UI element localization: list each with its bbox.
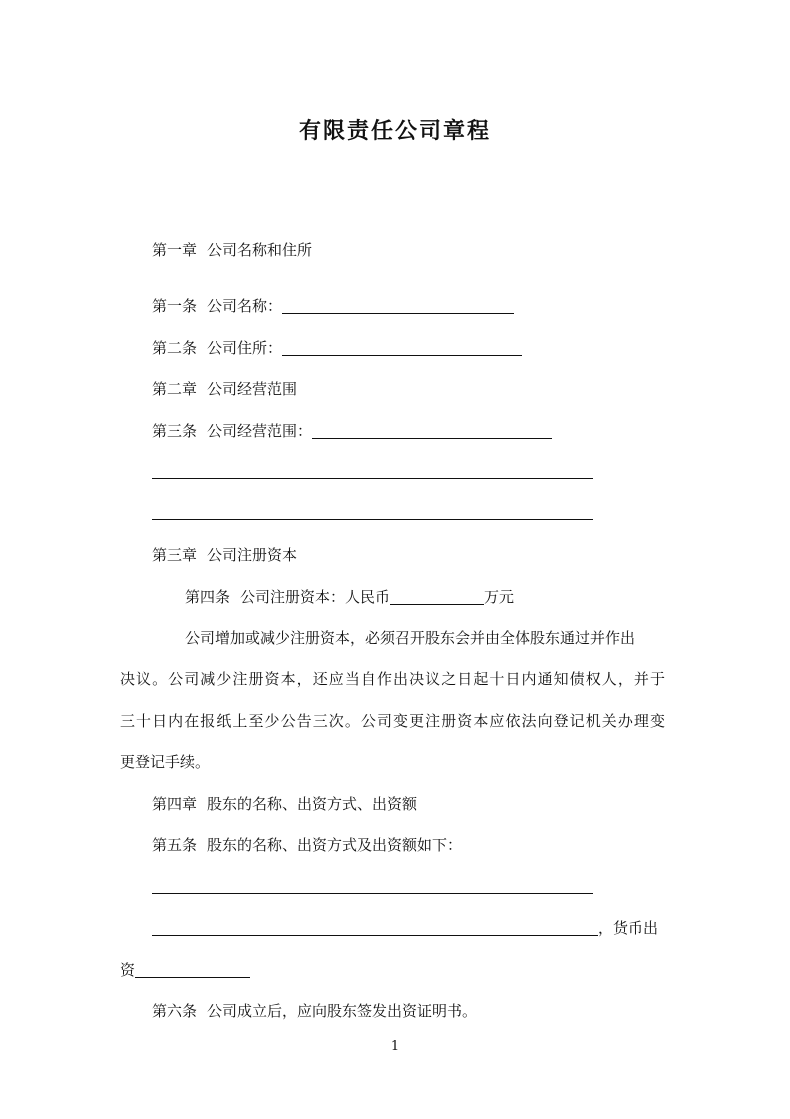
article-3-label: 第三条 (152, 422, 198, 440)
chapter-1-heading (152, 240, 312, 260)
chapter-2-heading (152, 379, 297, 399)
business-scope-line-3[interactable] (152, 519, 593, 520)
chapter-4-title: 股东的名称、出资方式、出资额 (207, 795, 418, 813)
chapter-3-title: 公司注册资本 (207, 546, 298, 564)
article-5-text: 股东的名称、出资方式及出资额如下： (207, 836, 463, 854)
article-1 (152, 296, 514, 316)
article-5-continuation (120, 960, 250, 980)
article-5-suffix: ，货币出 (598, 919, 659, 937)
article-3 (152, 421, 552, 441)
capital-paragraph-line-1: 公司增加或减少注册资本，必须召开股东会并由全体股东通过并作出 (185, 629, 636, 647)
article-6-label: 第六条 (152, 1002, 198, 1020)
article-4-label: 第四条 (185, 588, 231, 606)
article-2-text: 公司住所： (207, 339, 283, 357)
article-4-text-after: 万元 (484, 588, 515, 606)
article-1-label: 第一条 (152, 297, 198, 315)
capital-paragraph-line-3: 三十日内在报纸上至少公告三次。公司变更注册资本应依法向登记机关办理变 (120, 712, 665, 730)
article-3-text: 公司经营范围： (207, 422, 313, 440)
shareholder-line-1[interactable] (152, 893, 593, 894)
chapter-2-title: 公司经营范围 (207, 380, 298, 398)
capital-paragraph-line-2: 决议。公司减少注册资本，还应当自作出决议之日起十日内通知债权人，并于 (120, 670, 665, 688)
chapter-4-heading (152, 794, 417, 814)
chapter-3-heading (152, 545, 297, 565)
document-title: 有限责任公司章程 (298, 118, 491, 144)
chapter-1-title: 公司名称和住所 (207, 241, 313, 259)
article-5-label: 第五条 (152, 836, 198, 854)
business-scope-blank[interactable] (312, 422, 552, 439)
chapter-4-label: 第四章 (152, 795, 198, 813)
article-4-text-before: 公司注册资本：人民币 (240, 588, 391, 606)
page-number: 1 (390, 1039, 400, 1054)
article-2-label: 第二条 (152, 339, 198, 357)
capital-paragraph-line-4: 更登记手续。 (120, 753, 211, 771)
article-1-text: 公司名称： (207, 297, 283, 315)
shareholder-line-2[interactable] (152, 935, 598, 936)
chapter-1-label: 第一章 (152, 241, 198, 259)
registered-capital-blank[interactable] (390, 588, 484, 605)
chapter-2-label: 第二章 (152, 380, 198, 398)
company-address-blank[interactable] (282, 339, 522, 356)
business-scope-line-2[interactable] (152, 478, 593, 479)
article-5-continuation-text: 资 (120, 961, 136, 979)
article-5 (152, 835, 462, 855)
company-name-blank[interactable] (282, 297, 514, 314)
article-2 (152, 338, 522, 358)
chapter-3-label: 第三章 (152, 546, 198, 564)
cash-contribution-blank[interactable] (135, 961, 250, 978)
article-6 (152, 1001, 477, 1021)
article-6-text: 公司成立后，应向股东签发出资证明书。 (207, 1002, 478, 1020)
article-4 (185, 587, 514, 607)
